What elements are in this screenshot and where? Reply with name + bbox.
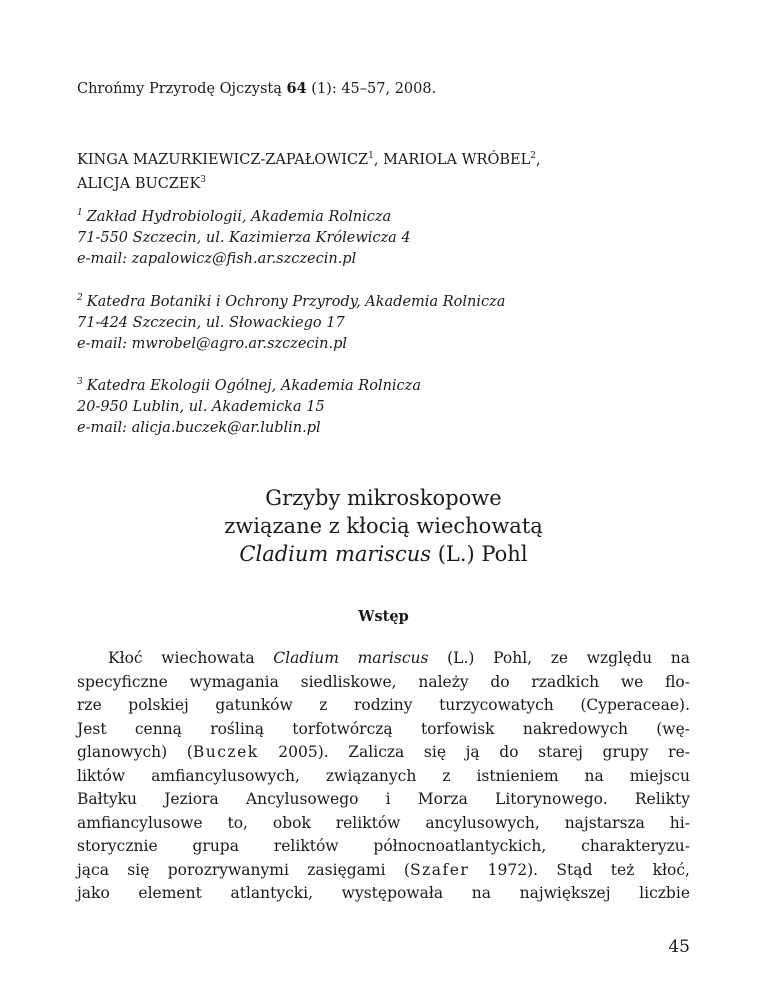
species-name: Cladium mariscus <box>273 649 429 667</box>
journal-volume: 64 <box>286 80 307 97</box>
body-text: glanowych) ( <box>77 743 193 761</box>
body-text: 1972). Stąd też kłoć, <box>469 860 690 879</box>
article-title <box>77 484 690 568</box>
body-line: specyficzne wymagania siedliskowe, należy do rzadkich we flo- <box>77 672 690 691</box>
affiliation-2 <box>77 288 505 355</box>
affiliation-email: e-mail: alicja.buczek@ar.lublin.pl <box>77 420 321 436</box>
affiliation-institution: Katedra Botaniki i Ochrony Przyrody, Akademia Rolnicza <box>86 294 506 310</box>
affiliation-email: e-mail: zapalowicz@fish.ar.szczecin.pl <box>77 251 357 267</box>
author-list <box>77 146 541 194</box>
journal-citation <box>77 80 436 97</box>
affiliation-email: e-mail: mwrobel@agro.ar.szczecin.pl <box>77 336 348 352</box>
affiliation-address: 20-950 Lublin, ul. Akademicka 15 <box>77 399 325 415</box>
affiliation-number: 1 <box>77 208 83 218</box>
journal-issue-pages-year: (1): 45–57, 2008. <box>306 81 437 97</box>
author-affiliation-mark: 3 <box>200 175 207 185</box>
section-heading: Wstęp <box>358 608 409 625</box>
body-paragraph <box>77 647 690 906</box>
body-line: storycznie grupa reliktów północnoatlantyckich, charakteryzu- <box>77 837 690 855</box>
affiliation-institution: Zakład Hydrobiologii, Akademia Rolnicza <box>86 209 392 225</box>
body-line <box>77 859 690 883</box>
body-line: jako element atlantycki, występowała na największej liczbie <box>77 884 690 902</box>
title-species-name: Cladium mariscus <box>239 542 432 566</box>
author-name: MARIOLA WRÓBEL <box>383 152 531 168</box>
journal-name: Chrońmy Przyrodę Ojczystą <box>77 81 287 97</box>
title-line: Grzyby mikroskopowe <box>265 486 502 510</box>
body-line: Jest cenną rośliną torfotwórczą torfowisk nakredowych (wę- <box>77 719 690 738</box>
affiliation-3 <box>77 372 421 439</box>
affiliation-1 <box>77 203 411 270</box>
affiliation-number: 2 <box>77 293 83 303</box>
author-separator: , <box>373 152 384 168</box>
body-line: liktów amfiancylusowych, związanych z istnieniem na miejscu <box>77 766 690 785</box>
author-separator: , <box>535 152 541 168</box>
title-line: związane z kłocią wiechowatą <box>224 514 543 538</box>
body-text: jąca się porozrywanymi zasięgami ( <box>77 860 410 879</box>
title-line: (L.) Pohl <box>431 542 528 566</box>
affiliation-institution: Katedra Ekologii Ogólnej, Akademia Rolnicza <box>86 378 421 394</box>
page-number: 45 <box>668 937 690 957</box>
citation-author: Szafer <box>409 860 470 879</box>
body-text: Kłoć wiechowata <box>108 649 274 667</box>
body-line <box>77 741 690 765</box>
body-text: (L.) Pohl, ze względu na <box>428 649 690 667</box>
author-name: KINGA MAZURKIEWICZ-ZAPAŁOWICZ <box>77 152 369 168</box>
affiliation-number: 3 <box>77 377 83 387</box>
body-line <box>77 647 690 671</box>
author-name: ALICJA BUCZEK <box>77 176 201 192</box>
affiliation-address: 71-550 Szczecin, ul. Kazimierza Królewicza 4 <box>77 230 411 246</box>
body-line: amfiancylusowe to, obok reliktów ancylusowych, najstarsza hi- <box>77 813 690 832</box>
affiliation-address: 71-424 Szczecin, ul. Słowackiego 17 <box>77 315 345 331</box>
citation-author: Buczek <box>192 743 259 761</box>
body-line: rze polskiej gatunków z rodziny turzycowatych (Cyperaceae). <box>77 696 690 714</box>
author-affiliation-mark: 1 <box>368 151 374 161</box>
author-affiliation-mark: 2 <box>530 151 536 161</box>
body-text: 2005). Zalicza się ją do starej grupy re- <box>258 743 690 761</box>
body-line: Bałtyku Jeziora Ancylusowego i Morza Litorynowego. Relikty <box>77 790 690 808</box>
